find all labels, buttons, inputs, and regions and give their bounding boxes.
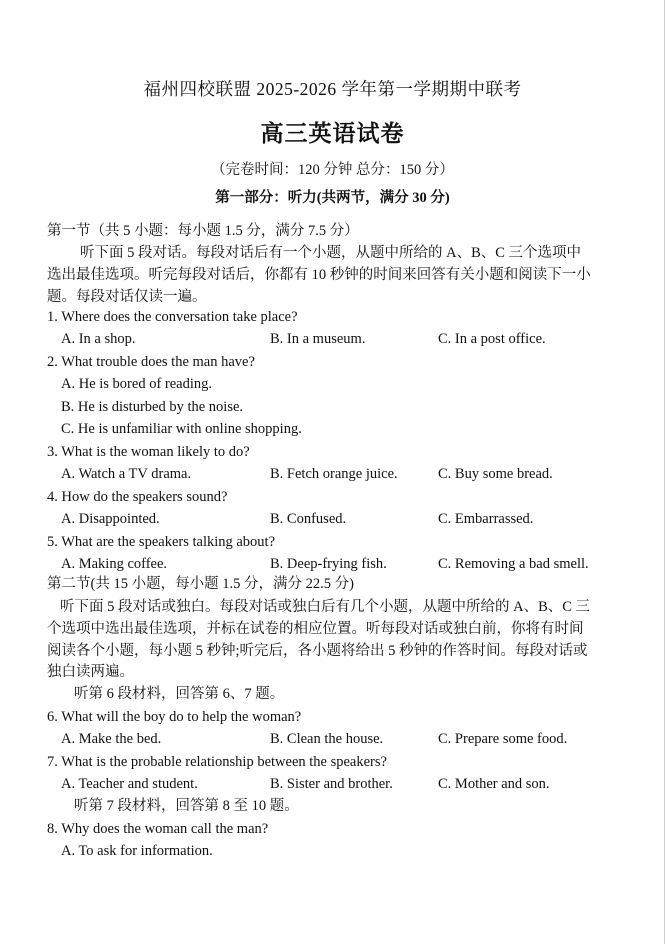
section1-heading: 第一节（共 5 小题：每小题 1.5 分，满分 7.5 分） <box>47 223 359 239</box>
school-title: 福州四校联盟 2025-2026 学年第一学期期中联考 <box>143 79 522 99</box>
option-a: A. Make the bed. <box>61 731 162 747</box>
section1-instruction-line: 题。每段对话仅读一遍。 <box>47 289 207 305</box>
time-info: （完卷时间：120 分钟 总分：150 分） <box>211 162 454 178</box>
option-a: A. Disappointed. <box>61 511 160 527</box>
option-c: C. He is unfamiliar with online shopping. <box>61 421 302 437</box>
option-a: A. In a shop. <box>61 331 136 347</box>
option-b: B. Deep-frying fish. <box>270 556 387 572</box>
section1-instruction-line: 听下面 5 段对话。每段对话后有一个小题，从题中所给的 A、B、C 三个选项中 <box>80 245 582 261</box>
question-stem: 8. Why does the woman call the man? <box>47 821 269 837</box>
option-b: B. In a museum. <box>270 331 366 347</box>
option-b: B. Sister and brother. <box>270 776 393 792</box>
section2-instruction-line: 听下面 5 段对话或独白。每段对话或独白后有几个小题，从题中所给的 A、B、C 三 <box>60 599 591 615</box>
option-a: A. Teacher and student. <box>61 776 198 792</box>
option-c: C. Embarrassed. <box>438 511 534 527</box>
section1-instruction-line: 选出最佳选项。听完每段对话后，你都有 10 秒钟的时间来回答有关小题和阅读下一小 <box>47 267 591 283</box>
option-a: A. To ask for information. <box>61 843 213 859</box>
material-6-note: 听第 6 段材料，回答第 6、7 题。 <box>74 686 285 702</box>
option-c: C. Buy some bread. <box>438 466 553 482</box>
option-a: A. He is bored of reading. <box>61 376 212 392</box>
section2-heading: 第二节(共 15 小题，每小题 1.5 分，满分 22.5 分) <box>47 576 354 592</box>
material-7-note: 听第 7 段材料，回答第 8 至 10 题。 <box>74 798 299 814</box>
option-c: C. In a post office. <box>438 331 546 347</box>
option-b: B. Clean the house. <box>270 731 384 747</box>
question-stem: 7. What is the probable relationship between the speakers? <box>47 754 387 770</box>
part-title: 第一部分：听力(共两节，满分 30 分) <box>215 190 450 206</box>
option-a: A. Making coffee. <box>61 556 168 572</box>
question-stem: 3. What is the woman likely to do? <box>47 444 250 460</box>
question-stem: 2. What trouble does the man have? <box>47 354 255 370</box>
question-stem: 1. Where does the conversation take place? <box>47 309 298 325</box>
question-stem: 6. What will the boy do to help the woman? <box>47 709 302 725</box>
section2-instruction-line: 独白读两遍。 <box>47 664 134 680</box>
question-stem: 4. How do the speakers sound? <box>47 489 228 505</box>
question-stem: 5. What are the speakers talking about? <box>47 534 276 550</box>
option-c: C. Mother and son. <box>438 776 550 792</box>
exam-title: 高三英语试卷 <box>260 121 405 146</box>
section2-instruction-line: 阅读各个小题，每小题 5 秒钟;听完后，各小题将给出 5 秒钟的作答时间。每段对话或 <box>47 643 588 659</box>
option-b: B. Confused. <box>270 511 347 527</box>
option-b: B. Fetch orange juice. <box>270 466 398 482</box>
option-c: C. Prepare some food. <box>438 731 568 747</box>
option-b: B. He is disturbed by the noise. <box>61 399 244 415</box>
option-c: C. Removing a bad smell. <box>438 556 589 572</box>
section2-instruction-line: 个选项中选出最佳选项，并标在试卷的相应位置。听每段对话或独白前，你将有时间 <box>47 621 584 637</box>
option-a: A. Watch a TV drama. <box>61 466 192 482</box>
